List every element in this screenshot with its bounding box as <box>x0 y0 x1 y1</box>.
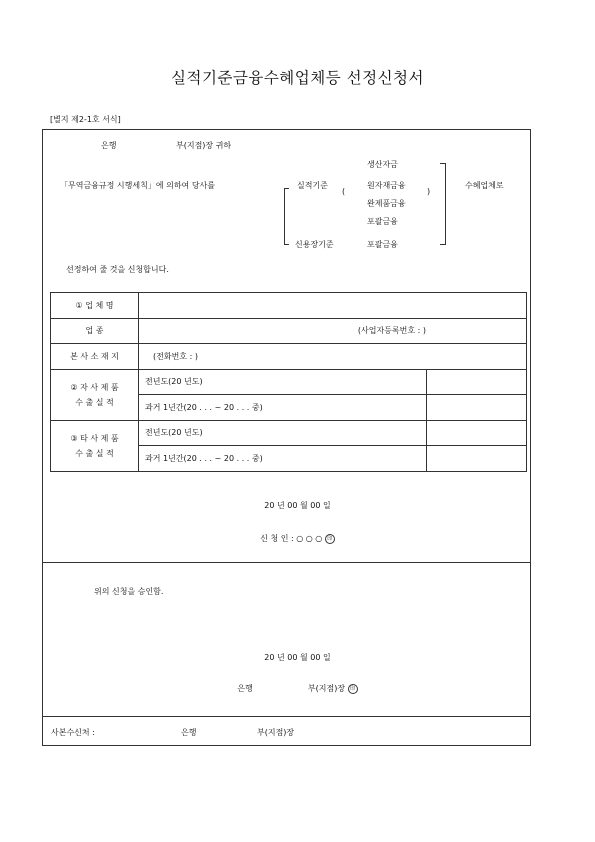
criteria-item: 포괄금융 <box>367 217 398 226</box>
other-past-year-value[interactable] <box>427 446 527 472</box>
closing-text: 선정하여 줄 것을 신청합니다. <box>66 265 169 274</box>
criteria-item: 원자재금융 <box>367 181 406 190</box>
approval-branch: 부(지점)장 <box>307 684 346 693</box>
recipient-text: 수혜업체로 <box>465 181 504 190</box>
copy-recipient-branch: 부(지점)장 <box>257 728 295 737</box>
criteria-item: 완제품금융 <box>367 199 406 208</box>
table-row <box>51 344 527 370</box>
head-office-field[interactable] <box>139 344 527 370</box>
approval-signer <box>0 683 595 694</box>
approval-date: 20 년 00 월 00 일 <box>264 653 331 662</box>
table-row <box>51 318 527 344</box>
own-prev-year-label: 전년도(20 년도) <box>139 369 427 395</box>
business-reg-number: (사업자등록번호 : ) <box>357 326 426 336</box>
credit-label: 신용장기준 <box>295 240 334 249</box>
other-prev-year-value[interactable] <box>427 420 527 446</box>
company-info-table <box>50 292 527 472</box>
business-type-field[interactable] <box>139 318 527 344</box>
table-row <box>51 293 527 319</box>
head-office-label: 본 사 소 재 지 <box>51 344 139 370</box>
approval-divider <box>42 562 531 563</box>
open-paren: ( <box>342 187 346 196</box>
business-type-label: 업 종 <box>51 318 139 344</box>
applicant-line <box>0 533 595 544</box>
application-date: 20 년 00 월 00 일 <box>264 501 331 510</box>
phone-number: (전화번호 : ) <box>153 351 198 361</box>
approval-bank: 은행 <box>237 684 253 693</box>
form-number: [별지 제2-1호 서식] <box>50 115 121 124</box>
other-export-label: ③ 타 사 제 품 수 출 실 적 <box>51 420 139 471</box>
page-title: 실적기준금융수혜업체등 선정신청서 <box>171 69 424 87</box>
right-bracket <box>440 163 446 245</box>
close-paren: ) <box>427 187 431 196</box>
own-export-label: ② 자 사 제 품 수 출 실 적 <box>51 369 139 420</box>
intro-text: 「무역금융규정 시행세칙」에 의하여 당사를 <box>60 181 216 190</box>
other-past-year-label: 과거 1년간(20 . . . ~ 20 . . . 중) <box>139 446 427 472</box>
credit-item: 포괄금융 <box>367 240 398 249</box>
company-name-field[interactable] <box>139 293 527 319</box>
criteria-item: 생산자금 <box>367 160 398 169</box>
own-past-year-label: 과거 1년간(20 . . . ~ 20 . . . 중) <box>139 395 427 421</box>
addressee-bank: 은행 <box>101 141 117 150</box>
approval-text: 위의 신청을 승인함. <box>94 587 164 596</box>
company-name-label: ① 업 체 명 <box>51 293 139 319</box>
copy-recipient-bank: 은행 <box>181 728 197 737</box>
performance-label: 실적기준 <box>297 181 328 190</box>
copy-recipient-label: 사본수신처 : <box>51 728 95 737</box>
addressee-branch: 부(지점)장 귀하 <box>176 141 232 150</box>
left-bracket <box>284 188 289 245</box>
seal-icon: 印 <box>325 534 335 544</box>
table-row <box>51 420 527 446</box>
own-prev-year-value[interactable] <box>427 369 527 395</box>
applicant-name: 신 청 인 : ○ ○ ○ <box>260 534 323 543</box>
seal-icon: 印 <box>348 684 358 694</box>
own-past-year-value[interactable] <box>427 395 527 421</box>
table-row <box>51 369 527 395</box>
copy-divider <box>42 716 531 717</box>
other-prev-year-label: 전년도(20 년도) <box>139 420 427 446</box>
